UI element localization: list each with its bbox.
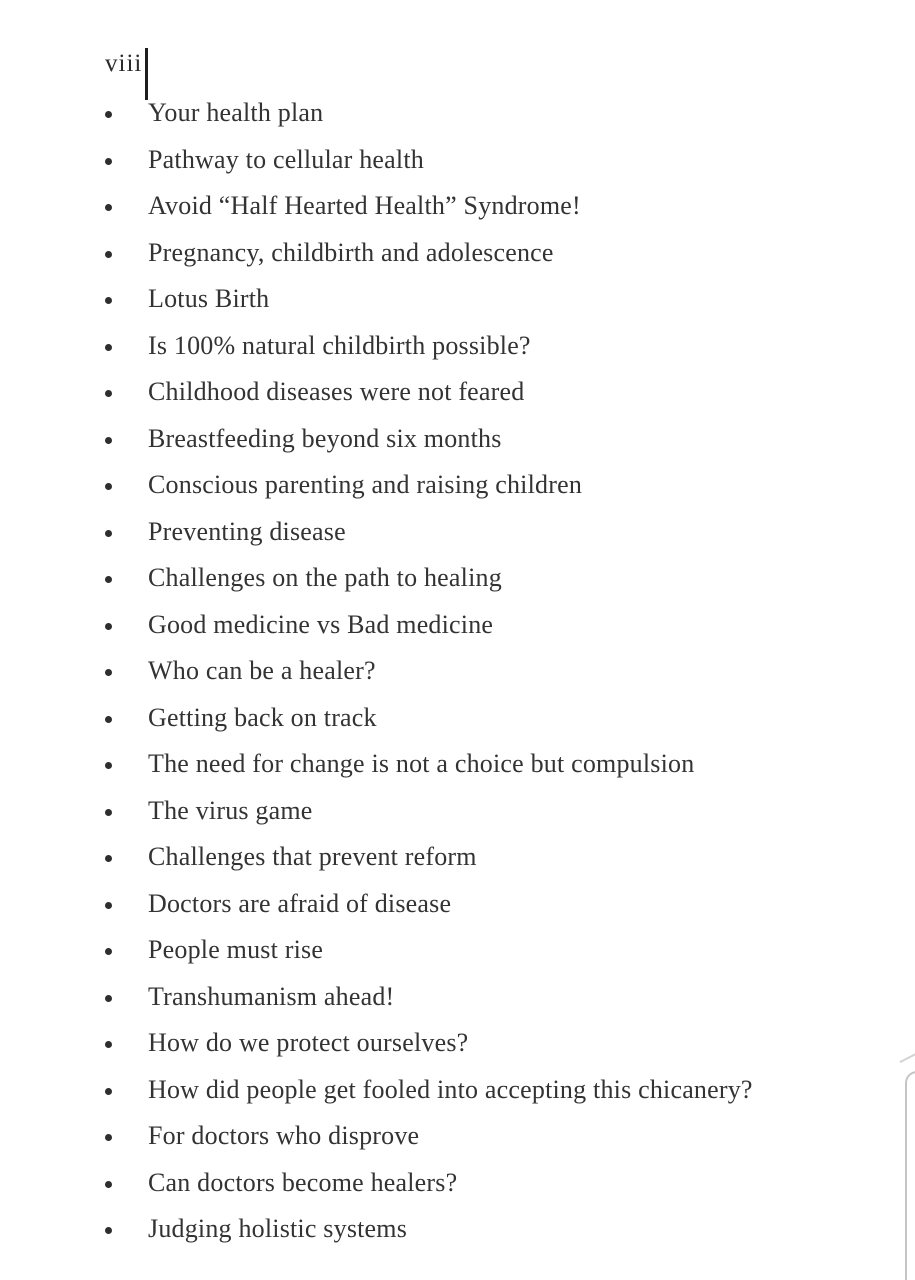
- toc-list-item: [105, 462, 753, 509]
- toc-list-item: [105, 323, 753, 370]
- bullet-icon: [105, 251, 112, 258]
- toc-list-item: [105, 369, 753, 416]
- bullet-icon: [105, 483, 112, 490]
- toc-item-text: Good medicine vs Bad medicine: [148, 609, 494, 639]
- toc-list-item: [105, 416, 753, 463]
- toc-list-item: [105, 555, 753, 602]
- toc-item-text: Breastfeeding beyond six months: [148, 423, 502, 453]
- toc-item-text: Conscious parenting and raising children: [148, 470, 583, 500]
- toc-item-text: Getting back on track: [148, 702, 377, 732]
- toc-list-item: [105, 137, 753, 184]
- toc-item-text: Lotus Birth: [148, 284, 270, 314]
- toc-item-text: Challenges that prevent reform: [148, 842, 477, 872]
- toc-item-text: The virus game: [148, 795, 313, 825]
- bullet-icon: [105, 1088, 112, 1095]
- bullet-icon: [105, 762, 112, 769]
- bullet-icon: [105, 390, 112, 397]
- toc-list: [105, 90, 753, 1253]
- toc-item-text: Challenges on the path to healing: [148, 563, 502, 593]
- bullet-icon: [105, 437, 112, 444]
- toc-list-item: [105, 602, 753, 649]
- bullet-icon: [105, 669, 112, 676]
- toc-item-text: Can doctors become healers?: [148, 1167, 458, 1197]
- toc-item-text: Pathway to cellular health: [148, 144, 424, 174]
- toc-item-text: Avoid “Half Hearted Health” Syndrome!: [148, 191, 581, 221]
- toc-item-text: Childhood diseases were not feared: [148, 377, 525, 407]
- toc-item-text: Who can be a healer?: [148, 656, 376, 686]
- toc-item-text: How did people get fooled into accepting this chicanery?: [148, 1074, 753, 1104]
- bullet-icon: [105, 297, 112, 304]
- bullet-icon: [105, 576, 112, 583]
- toc-item-text: People must rise: [148, 935, 324, 965]
- toc-list-item: [105, 741, 753, 788]
- page-number: viii: [105, 50, 143, 77]
- bullet-icon: [105, 716, 112, 723]
- bullet-icon: [105, 855, 112, 862]
- toc-list-item: [105, 183, 753, 230]
- bullet-icon: [105, 623, 112, 630]
- bullet-icon: [105, 995, 112, 1002]
- toc-list-item: [105, 90, 753, 137]
- toc-item-text: Preventing disease: [148, 516, 346, 546]
- toc-list-item: [105, 1160, 753, 1207]
- page-corner-tick: [900, 1053, 915, 1063]
- toc-item-text: Transhumanism ahead!: [148, 981, 395, 1011]
- next-page-corner-outline: [905, 1071, 915, 1280]
- toc-list-item: [105, 881, 753, 928]
- bullet-icon: [105, 1227, 112, 1234]
- bullet-icon: [105, 902, 112, 909]
- bullet-icon: [105, 948, 112, 955]
- toc-item-text: Pregnancy, childbirth and adolescence: [148, 237, 554, 267]
- bullet-icon: [105, 158, 112, 165]
- toc-list-item: [105, 927, 753, 974]
- toc-list-item: [105, 695, 753, 742]
- bullet-icon: [105, 530, 112, 537]
- toc-item-text: Is 100% natural childbirth possible?: [148, 330, 531, 360]
- bullet-icon: [105, 1134, 112, 1141]
- bullet-icon: [105, 111, 112, 118]
- bullet-icon: [105, 204, 112, 211]
- toc-item-text: Doctors are afraid of disease: [148, 888, 452, 918]
- toc-list-item: [105, 230, 753, 277]
- toc-item-text: For doctors who disprove: [148, 1121, 420, 1151]
- toc-item-text: How do we protect ourselves?: [148, 1028, 469, 1058]
- toc-item-text: Judging holistic systems: [148, 1214, 408, 1244]
- toc-list-item: [105, 1113, 753, 1160]
- toc-list-item: [105, 509, 753, 556]
- toc-item-text: The need for change is not a choice but compulsion: [148, 749, 695, 779]
- bullet-icon: [105, 809, 112, 816]
- bullet-icon: [105, 1041, 112, 1048]
- toc-list-item: [105, 1020, 753, 1067]
- toc-list-item: [105, 648, 753, 695]
- toc-list-item: [105, 1206, 753, 1253]
- toc-list-item: [105, 1067, 753, 1114]
- toc-list-item: [105, 788, 753, 835]
- toc-item-text: Your health plan: [148, 98, 324, 128]
- bullet-icon: [105, 1181, 112, 1188]
- toc-list-item: [105, 834, 753, 881]
- bullet-icon: [105, 344, 112, 351]
- toc-list-item: [105, 276, 753, 323]
- toc-list-item: [105, 974, 753, 1021]
